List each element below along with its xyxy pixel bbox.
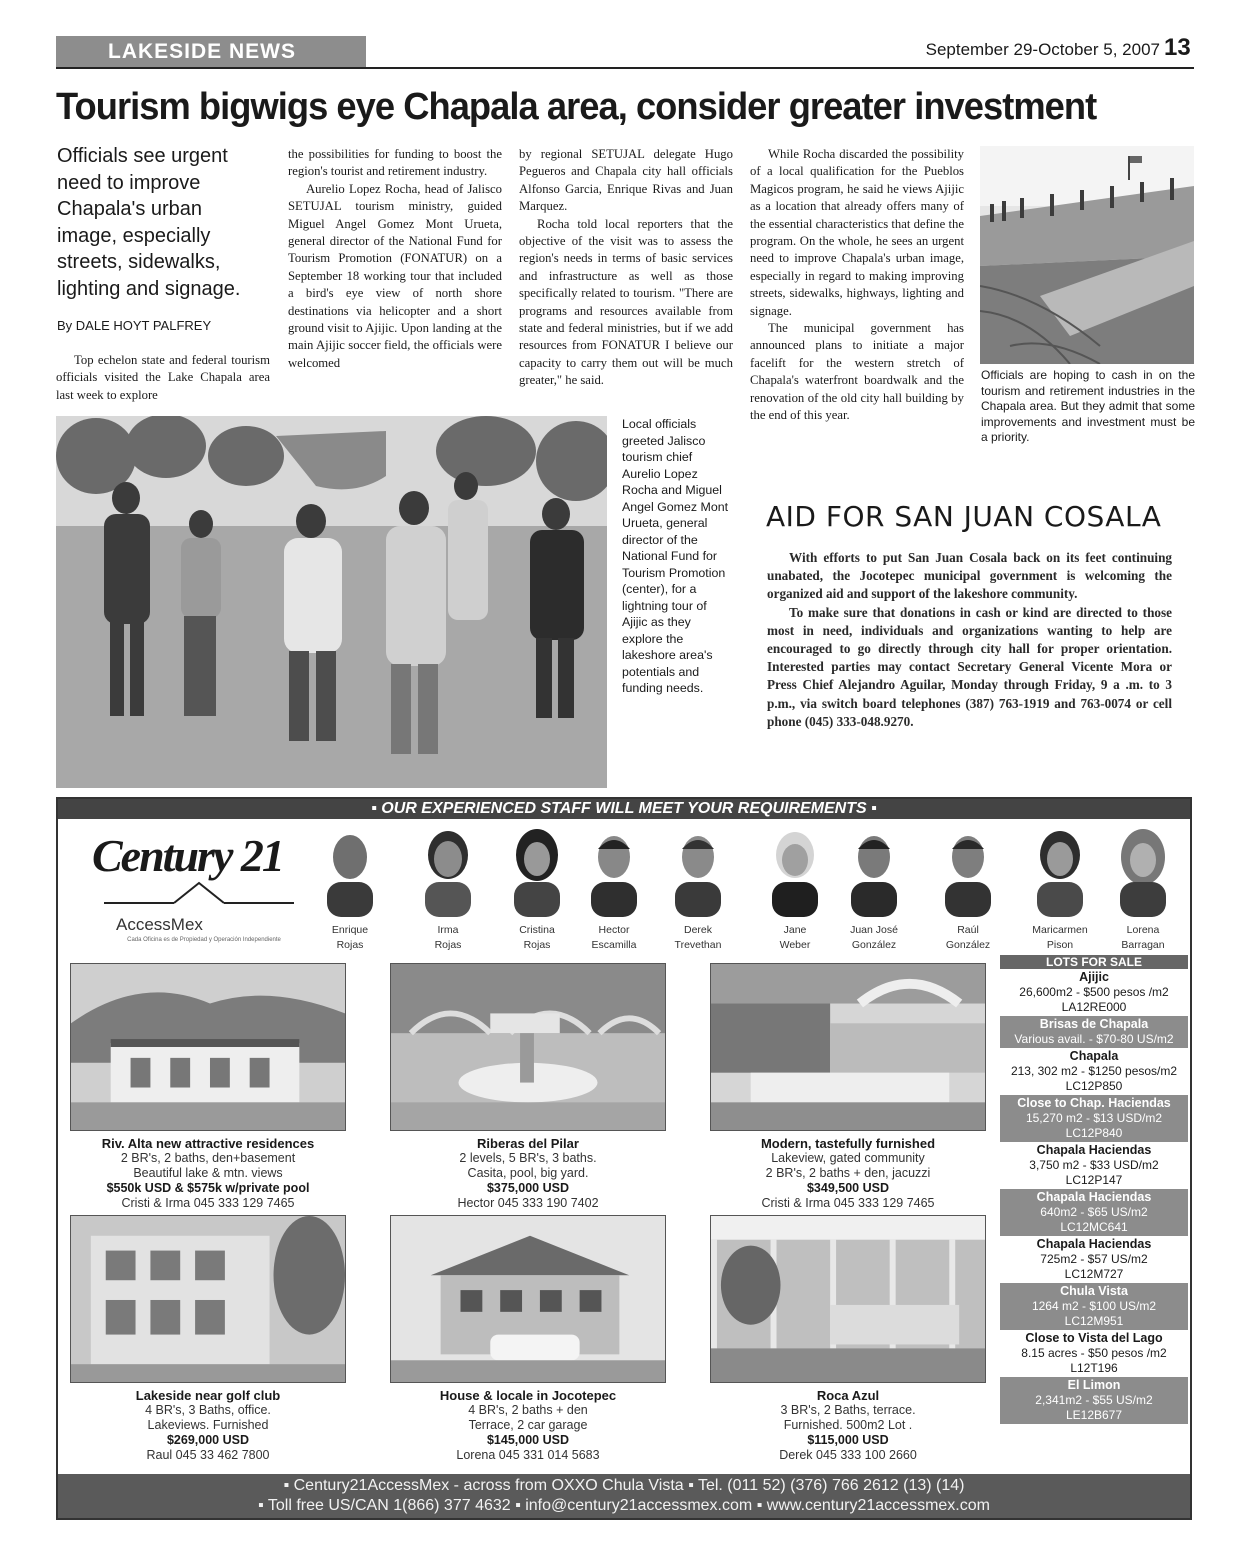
listing-detail: Furnished. 500m2 Lot . [783,1418,913,1432]
listing-photo [70,1215,346,1383]
agent-portrait [587,827,641,917]
lot-code: LC12P850 [1065,1079,1123,1093]
logo-subtitle: AccessMex [116,915,203,934]
ad-banner: ▪ OUR EXPERIENCED STAFF WILL MEET YOUR REQUIREMENTS ▪ [58,799,1190,819]
listing-contact: Cristi & Irma 045 333 129 7465 [761,1196,935,1210]
pier-photo-caption: Officials are hoping to cash in on the tourism and retirement industries in the Chapala area. But they admit that some improvements and investment must be a priority. [981,368,1195,444]
agent-card [755,827,835,952]
lot-price: Various avail. - $70-80 US/m2 [1014,1032,1174,1046]
century21-ad [56,797,1192,1520]
listing-price: $269,000 USD [166,1433,249,1447]
lot-price: 213, 302 m2 - $1250 pesos/m2 [1010,1064,1178,1078]
listing-price: $550k USD & $575k w/private pool [106,1181,310,1195]
lots-for-sale [1000,955,1188,1463]
agent-first-name: Irma [437,924,459,936]
listing-detail: Terrace, 2 car garage [468,1418,588,1432]
lot-item[interactable] [1000,1377,1188,1424]
lot-code: LC12P840 [1065,1126,1123,1140]
listing-detail: Casita, pool, big yard. [467,1166,589,1180]
agent-portrait [847,827,901,917]
aid-paragraph: With efforts to put San Juan Cosala back on its feet continuing unabated, the Jocotepec municipal government is welcoming the organized aid and support of the lakeshore community. [767,550,1172,602]
article-paragraph: While Rocha discarded the possibility of a local qualification for the Pueblos Magicos program, he said he views Ajijic as a location that already offers many of the essential characteristics that define the program. On the whole, he sees an urgent need to improve Chapala's urban image, especially in regard to making improving streets, sidewalks, highways, lighting and signage. [750,147,964,318]
agent-last-name: Rojas [434,939,462,951]
listing-title: Roca Azul [816,1388,880,1403]
ad-footer-address: ▪ Century21AccessMex - across from OXXO Chula Vista ▪ Tel. (011 52) (376) 766 2612 (13) (14) [283,1477,965,1494]
listing-detail: 2 levels, 5 BR's, 3 baths. [459,1151,597,1165]
listing-card[interactable] [390,963,666,1211]
listing-photo [710,1215,986,1383]
listing-contact: Raul 045 33 462 7800 [146,1448,270,1462]
agent-last-name: Escamilla [591,939,637,951]
article-paragraph: the possibilities for funding to boost the region's tourist and retirement industry. [288,147,502,179]
agent-last-name: Rojas [336,939,364,951]
listing-card[interactable] [70,1215,346,1463]
logo-wordmark: Century 21 [92,830,283,881]
lot-price: 2,341m2 - $55 US/m2 [1035,1393,1153,1407]
listing-detail: 2 BR's, 2 baths + den, jacuzzi [765,1166,931,1180]
listing-title: Riberas del Pilar [477,1136,579,1151]
article-paragraph: Aurelio Lopez Rocha, head of Jalisco SETUJAL tourism ministry, guided Miguel Angel Gomez Mont Urueta, general director of the National Fund for Tourism Promotion (FONATUR) on a September 18 working tour that included a bird's eye view of north shore destinations via helicopter and a short ground visit to Ajijic. Upon landing at the main Ajijic soccer field, the officials were welcomed [288,181,502,370]
listing-contact: Hector 045 333 190 7402 [457,1196,599,1210]
listing-card[interactable] [710,963,986,1211]
listing-detail: Lakeview, gated community [771,1151,925,1165]
agent-portrait [1033,827,1087,917]
lot-price: 1264 m2 - $100 US/m2 [1031,1299,1157,1313]
agent-last-name: Weber [779,939,811,951]
aid-title: AID FOR SAN JUAN COSALA [766,500,1162,533]
agent-card [408,827,488,952]
lot-price: 8.15 acres - $50 pesos /m2 [1021,1346,1167,1360]
listing-price: $115,000 USD [807,1433,889,1447]
listing-title: House & locale in Jocotepec [439,1388,617,1403]
agent-portrait [323,827,377,917]
lot-code: LC12MC641 [1060,1220,1128,1234]
lot-item[interactable] [1000,1236,1188,1283]
article-column-4 [750,146,964,425]
agent-last-name: González [945,939,991,951]
logo-fineprint: Cada Oficina es de Propiedad y Operación Independiente [127,937,281,943]
agent-last-name: Barragan [1121,939,1165,951]
agent-portrait [510,827,564,917]
agent-card [928,827,1008,952]
listing-price: $375,000 USD [486,1181,569,1195]
lot-price: 725m2 - $57 US/m2 [1040,1252,1148,1266]
agent-portrait [421,827,475,917]
listing-contact: Derek 045 333 100 2660 [779,1448,917,1462]
lot-name: Chapala [1069,1049,1119,1063]
article-paragraph: The municipal government has announced plans to initiate a major facelift for the western stretch of Chapala's waterfront boardwalk and the renovation of the old city hall building by the end of this year. [750,321,964,423]
listing-photo [390,1215,666,1383]
lot-item[interactable] [1000,1283,1188,1330]
listing-detail: 2 BR's, 2 baths, den+basement [120,1151,296,1165]
agent-portrait [941,827,995,917]
lot-code: LC12M951 [1064,1314,1124,1328]
lot-name: Chapala Haciendas [1036,1237,1152,1251]
article-column-1 [56,352,270,404]
lot-code: LC12M727 [1064,1267,1124,1281]
lot-code: L12T196 [1070,1361,1118,1375]
lot-name: Close to Chap. Haciendas [1017,1096,1171,1110]
lot-price: 3,750 m2 - $33 USD/m2 [1029,1158,1159,1172]
listing-photo [70,963,346,1131]
lot-code: LA12RE000 [1061,1000,1127,1014]
agent-card [1103,827,1183,952]
agent-last-name: González [851,939,897,951]
agent-last-name: Rojas [523,939,551,951]
ad-footer [58,1474,1190,1518]
agent-card [658,827,738,952]
agent-card [574,827,654,952]
lot-price: 640m2 - $65 US/m2 [1040,1205,1148,1219]
lot-item[interactable] [1000,1142,1188,1189]
agent-first-name: Maricarmen [1032,924,1088,936]
listing-price: $349,500 USD [806,1181,889,1195]
lot-name: Chapala Haciendas [1036,1143,1152,1157]
lots-heading: LOTS FOR SALE [1000,955,1188,969]
agent-first-name: Cristina [519,924,555,936]
lot-item[interactable] [1000,1330,1188,1377]
article-column-3 [519,146,733,390]
lot-item[interactable] [1000,1095,1188,1142]
lot-name: Brisas de Chapala [1039,1017,1149,1031]
lot-name: Close to Vista del Lago [1025,1331,1163,1345]
article-paragraph: Rocha told local reporters that the objective of the visit was to assess the region's needs in terms of basic services and infrastructure as well as those specifically related to tourism. "There are programs and resources available from state and federal ministries, but if we add resources from FONATUR I believe our capacity to carry them out will be much greater," he said. [519,216,733,388]
pier-photo [980,146,1194,364]
issue-date: September 29-October 5, 2007 [925,40,1160,59]
listing-title: Modern, tastefully furnished [760,1136,936,1151]
article-column-2 [288,146,502,372]
agent-first-name: Juan José [850,924,898,936]
lot-code: LC12P147 [1065,1173,1123,1187]
lot-name: El Limon [1067,1378,1121,1392]
agent-card [310,827,390,952]
lot-price: 15,270 m2 - $13 USD/m2 [1025,1111,1163,1125]
deck: Officials see urgent need to improve Chapala's urban image, especially streets, sidewalks, lighting and signage. [57,145,241,300]
lead-photo [56,416,607,788]
aid-body [767,549,1172,731]
listing-card[interactable] [710,1215,986,1463]
listing-title: Riv. Alta new attractive residences [101,1136,315,1151]
century21-logo [84,827,324,947]
aid-paragraph: To make sure that donations in cash or kind are directed to those most in need, individuals and organizations wanting to help are encouraged to go directly through city hall for proper orientation. Interested parties may contact Secretary General Vicente Mora or Press Chief Alejandro Aguilar, Monday through Friday, 9 a .m. to 3 p.m., via switch board telephones (387) 763-1919 and 763-0074 or cell phone (045) 333-048.9270. [767,604,1172,729]
agent-first-name: Jane [783,924,807,936]
lot-name: Ajijic [1079,970,1109,984]
headline: Tourism bigwigs eye Chapala area, consider greater investment [56,86,1097,128]
agent-last-name: Pison [1046,939,1074,951]
section-tag: LAKESIDE NEWS [56,36,366,68]
listing-detail: 4 BR's, 3 Baths, office. [145,1403,271,1417]
byline: By DALE HOYT PALFREY [57,318,212,333]
agent-portrait [671,827,725,917]
article-paragraph: by regional SETUJAL delegate Hugo Pegueros and Chapala city hall officials Alfonso Garcia, Enrique Rivas and Juan Marquez. [519,147,733,214]
agent-portrait [768,827,822,917]
listing-photo [390,963,666,1131]
lot-name: Chapala Haciendas [1036,1190,1152,1204]
agent-card [1020,827,1100,952]
lot-item[interactable] [1000,969,1188,1016]
listing-detail: Lakeviews. Furnished [147,1418,269,1432]
listing-contact: Cristi & Irma 045 333 129 7465 [121,1196,295,1210]
article-paragraph: Top echelon state and federal tourism officials visited the Lake Chapala area last week to explore [56,353,270,402]
lot-price: 26,600m2 - $500 pesos /m2 [1019,985,1169,999]
agent-first-name: Derek [683,924,712,936]
agent-first-name: Enrique [331,924,369,936]
lot-item[interactable] [1000,1048,1188,1095]
agent-first-name: Raúl [957,924,979,936]
agent-last-name: Trevethan [674,939,722,951]
ad-footer-contacts[interactable]: ▪ Toll free US/CAN 1(866) 377 4632 ▪ info@century21accessmex.com ▪ www.century21accessmex.com [258,1497,990,1514]
listing-detail: Beautiful lake & mtn. views [133,1166,283,1180]
lot-code: LE12B677 [1065,1408,1123,1422]
agent-portrait [1116,827,1170,917]
listing-photo [710,963,986,1131]
lot-item[interactable] [1000,1189,1188,1236]
listing-card[interactable] [390,1215,666,1463]
header-rule [56,67,1194,69]
listing-detail: 4 BR's, 2 baths + den [468,1403,588,1417]
lead-photo-caption: Local officials greeted Jalisco tourism chief Aurelio Lopez Rocha and Miguel Angel Gomez Mont Urueta, general director of the National Fund for Tourism Promotion (center), for a lightning tour of Ajijic as they explore the lakeshore area's potentials and funding needs. [622,417,729,695]
listing-detail: 3 BR's, 2 Baths, terrace. [780,1403,916,1417]
agent-card [834,827,914,952]
listing-title: Lakeside near golf club [135,1388,281,1403]
lot-name: Chula Vista [1060,1284,1128,1298]
agent-first-name: Lorena [1126,924,1160,936]
listing-price: $145,000 USD [486,1433,569,1447]
agent-first-name: Hector [598,924,630,936]
house-roof-icon [104,879,294,909]
lot-item[interactable] [1000,1016,1188,1048]
agent-card [497,827,577,952]
listing-card[interactable] [70,963,346,1211]
listing-contact: Lorena 045 331 014 5683 [456,1448,600,1462]
page-number: 13 [1164,34,1191,61]
